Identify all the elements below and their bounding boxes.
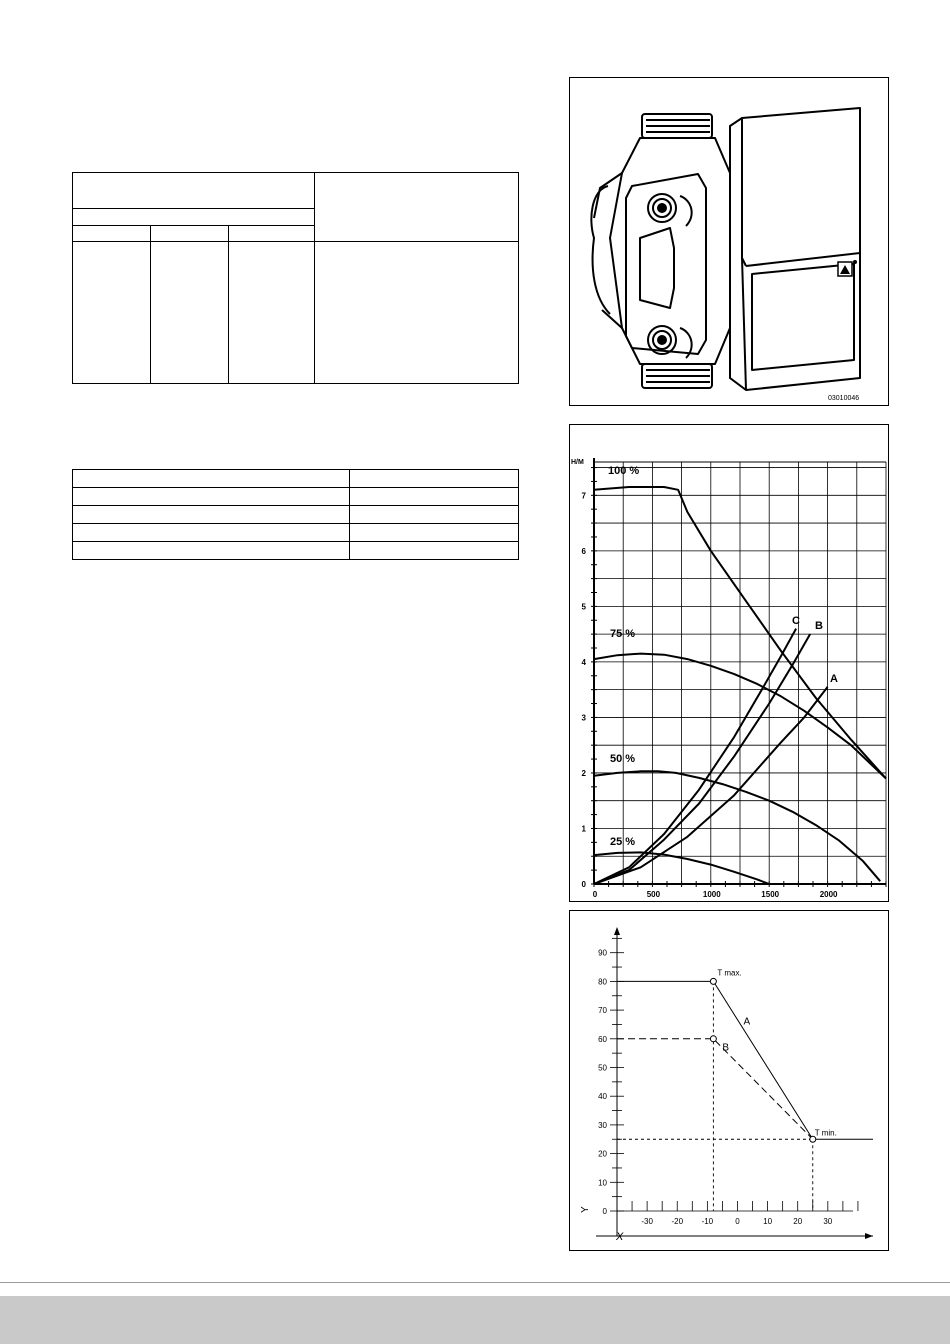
table2-cell (350, 524, 519, 542)
table2-cell (350, 488, 519, 506)
spec-table-2 (72, 469, 519, 560)
series-line (617, 981, 873, 1139)
table1-col2-body (150, 242, 228, 384)
y-tick-label: 1 (581, 824, 586, 834)
series-label: 75 % (610, 628, 636, 640)
y-tick-label: 6 (581, 546, 586, 556)
series-label: 50 % (610, 753, 636, 765)
series-line (594, 771, 880, 881)
image-code: 03010046 (828, 395, 860, 402)
y-tick-label: 0 (581, 880, 586, 889)
b-corner-point (710, 1036, 716, 1042)
table1-col3-head (228, 226, 315, 242)
table2-cell (350, 542, 519, 560)
y-tick-label: 0 (602, 1207, 607, 1216)
footer-divider (0, 1282, 950, 1283)
x-tick-label: 10 (763, 1217, 773, 1226)
series-line (617, 1039, 813, 1140)
y-tick-label: 50 (598, 1063, 607, 1073)
y-tick-label: 20 (598, 1149, 607, 1159)
y-tick-label: 30 (598, 1120, 607, 1130)
table2-row (73, 506, 350, 524)
y-tick-label: 10 (598, 1178, 607, 1188)
series-label: C (792, 615, 800, 627)
tmax-label: T max. (717, 968, 742, 978)
y-tick-label: 90 (598, 948, 607, 958)
table1-col2-head (150, 226, 228, 242)
y-tick-label: 5 (581, 602, 586, 612)
y-tick-label: 40 (598, 1092, 607, 1102)
x-tick-label: 1500 (761, 890, 780, 899)
y-axis-arrow (614, 927, 620, 935)
x-tick-label: 0 (735, 1217, 740, 1226)
x-axis-label: X (616, 1231, 624, 1243)
table1-col1-head (73, 226, 151, 242)
table2-row (73, 470, 350, 488)
pump-illustration (570, 78, 888, 405)
y-tick-label: 2 (581, 768, 586, 778)
y-tick-label: 4 (581, 657, 586, 667)
table1-col4-body (315, 242, 519, 384)
table2-row (73, 542, 350, 560)
heating-curve-chart (570, 911, 888, 1250)
x-tick-label: 1000 (702, 890, 721, 899)
series-label: B (815, 620, 823, 632)
x-tick-label: -10 (701, 1217, 714, 1226)
series-label-a: A (743, 1016, 751, 1028)
y-tick-label: 60 (598, 1034, 607, 1044)
table2-row (73, 524, 350, 542)
series-label-b: B (722, 1042, 730, 1054)
y-tick-label: 80 (598, 977, 607, 987)
series-label: 25 % (610, 836, 636, 848)
table1-header-right (315, 173, 519, 242)
x-tick-label: 2000 (819, 890, 838, 899)
tmax-point (710, 978, 716, 984)
series-label: A (830, 673, 838, 685)
y-tick-label: 70 (598, 1006, 607, 1016)
y-tick-label: 3 (581, 713, 586, 723)
footer-band (0, 1296, 950, 1344)
spec-table-1 (72, 172, 519, 384)
y-tick-label: 7 (581, 491, 586, 501)
table1-subheader-cell (73, 209, 315, 226)
table1-col3-body (228, 242, 315, 384)
table1-col1-body (73, 242, 151, 384)
pump-curve-chart (570, 425, 888, 901)
pump-curve-figure (569, 424, 889, 902)
y-axis-label: Y (580, 1206, 591, 1213)
x-tick-label: -20 (671, 1217, 684, 1226)
x-tick-label: 20 (793, 1217, 803, 1226)
table1-header-cell (73, 173, 315, 209)
pump-figure (569, 77, 889, 406)
tmin-label: T min. (814, 1128, 837, 1138)
x-tick-label: -30 (641, 1217, 653, 1226)
x-tick-label: 30 (823, 1217, 833, 1226)
series-label: 100 % (608, 465, 640, 477)
y-axis-label: H/M (571, 459, 584, 466)
x-tick-label: 500 (646, 890, 661, 899)
heating-curve-figure (569, 910, 889, 1251)
table2-cell (350, 506, 519, 524)
x-axis-arrow (865, 1233, 873, 1239)
table2-row (73, 488, 350, 506)
table2-cell (350, 470, 519, 488)
x-tick-label: 0 (592, 890, 598, 899)
